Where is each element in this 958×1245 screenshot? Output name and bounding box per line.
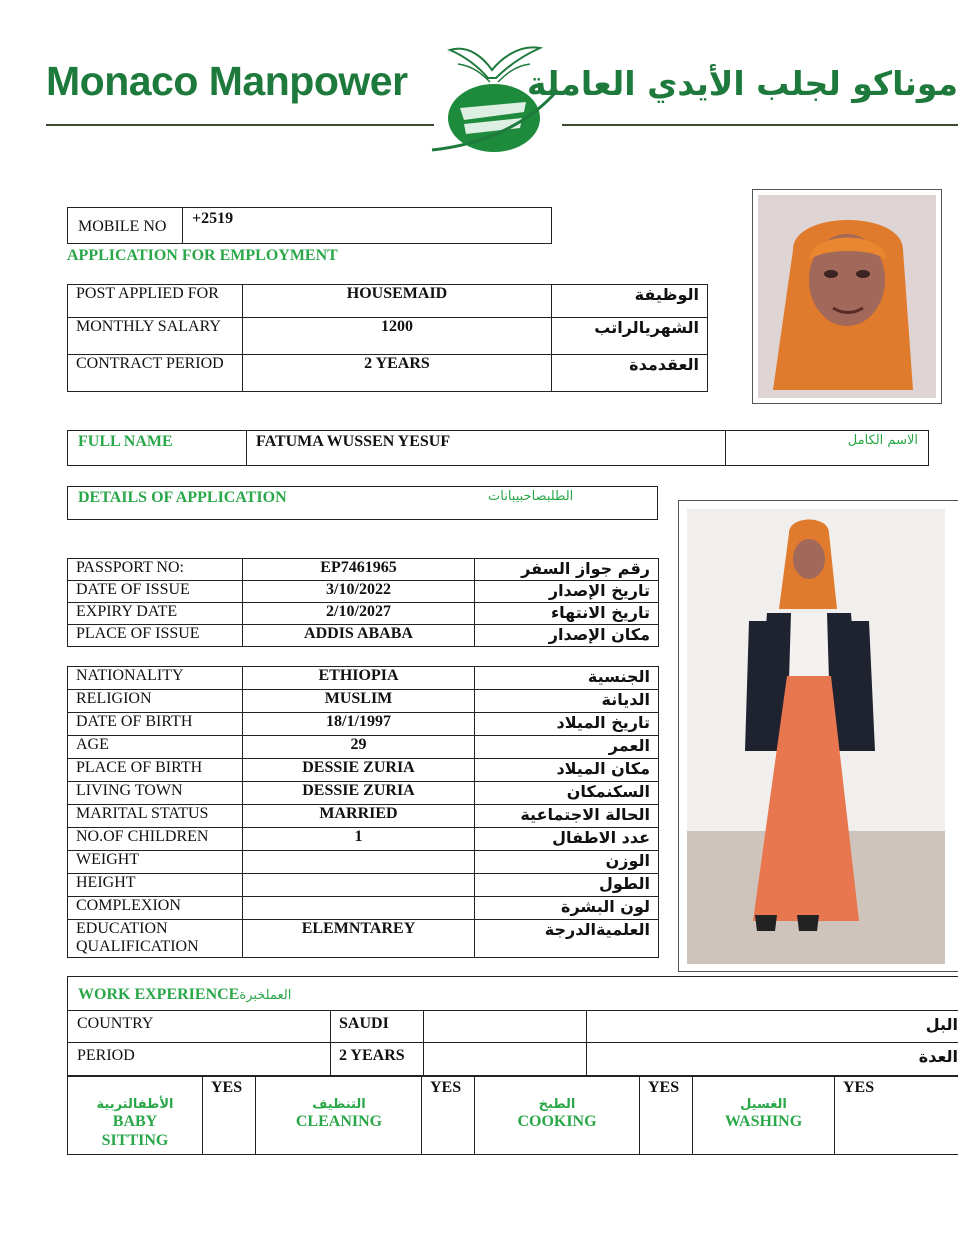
- personal-label: NATIONALITY: [68, 667, 243, 690]
- job-label: POST APPLIED FOR: [68, 285, 243, 318]
- passport-row: [68, 559, 659, 581]
- job-value: HOUSEMAID: [243, 285, 552, 318]
- passport-table: [67, 558, 659, 647]
- passport-table-body: [68, 559, 659, 647]
- company-logo: [430, 42, 560, 154]
- personal-arabic: الحالة الاجتماعية: [475, 805, 659, 828]
- mobile-row: [67, 207, 552, 244]
- personal-value: ELEMNTAREY: [243, 920, 475, 958]
- personal-arabic: العمر: [475, 736, 659, 759]
- work-experience-header: [67, 976, 958, 1011]
- details-label: DETAILS OF APPLICATION: [78, 489, 287, 506]
- passport-value: EP7461965: [243, 559, 475, 581]
- personal-label: MARITAL STATUS: [68, 805, 243, 828]
- personal-arabic: الوزن: [475, 851, 659, 874]
- passport-row: [68, 603, 659, 625]
- work-label: PERIOD: [77, 1047, 135, 1064]
- personal-label: AGE: [68, 736, 243, 759]
- work-cell-divider: [586, 1011, 587, 1043]
- personal-label: PLACE OF BIRTH: [68, 759, 243, 782]
- personal-row: [68, 782, 659, 805]
- skill-cell: [475, 1077, 640, 1154]
- personal-row: [68, 874, 659, 897]
- personal-arabic: الديانة: [475, 690, 659, 713]
- personal-value: 18/1/1997: [243, 713, 475, 736]
- personal-label: RELIGION: [68, 690, 243, 713]
- skill-arabic: الطبخ: [538, 1097, 576, 1112]
- skill-arabic: الغسيل: [740, 1097, 787, 1112]
- personal-row: [68, 828, 659, 851]
- personal-value: MUSLIM: [243, 690, 475, 713]
- personal-arabic: تاريخ الميلاد: [475, 713, 659, 736]
- details-header: [67, 486, 658, 520]
- work-cell-divider: [330, 1043, 331, 1075]
- skill-arabic: التنظيف: [312, 1097, 366, 1112]
- mobile-value: +2519: [192, 210, 234, 227]
- passport-arabic: تاريخ الانتهاء: [475, 603, 659, 625]
- work-label: COUNTRY: [77, 1015, 154, 1032]
- passport-value: ADDIS ABABA: [243, 625, 475, 647]
- passport-label: DATE OF ISSUE: [68, 581, 243, 603]
- skill-divider: [255, 1077, 256, 1154]
- job-table-body: [68, 285, 708, 392]
- personal-arabic: السكنمكان: [475, 782, 659, 805]
- job-row: [68, 318, 708, 355]
- personal-label: LIVING TOWN: [68, 782, 243, 805]
- personal-row: [68, 805, 659, 828]
- work-arabic: العدة: [918, 1047, 958, 1066]
- personal-value: 1: [243, 828, 475, 851]
- personal-arabic: مكان الميلاد: [475, 759, 659, 782]
- job-arabic: الوظيفة: [552, 285, 708, 318]
- personal-row: [68, 736, 659, 759]
- work-title: [78, 986, 291, 1004]
- passport-row: [68, 625, 659, 647]
- skill-label: BABY SITTING: [101, 1113, 169, 1149]
- header-divider-right: [562, 124, 958, 126]
- job-table: [67, 284, 708, 392]
- full-name-divider-2: [725, 431, 726, 465]
- personal-arabic: لون البشرة: [475, 897, 659, 920]
- full-body-photo: [678, 500, 958, 972]
- passport-arabic: تاريخ الإصدار: [475, 581, 659, 603]
- passport-arabic: رقم جواز السفر: [475, 559, 659, 581]
- personal-row: [68, 713, 659, 736]
- personal-value: DESSIE ZURIA: [243, 759, 475, 782]
- work-arabic: البل: [925, 1015, 958, 1034]
- work-cell-divider: [330, 1011, 331, 1043]
- personal-value: ETHIOPIA: [243, 667, 475, 690]
- work-title-en: WORK EXPERIENCE: [78, 986, 240, 1003]
- passport-label: EXPIRY DATE: [68, 603, 243, 625]
- personal-row: [68, 897, 659, 920]
- job-row: [68, 355, 708, 392]
- brand-name: Monaco Manpower: [46, 58, 408, 104]
- skill-cell: [257, 1077, 422, 1154]
- personal-value: DESSIE ZURIA: [243, 782, 475, 805]
- passport-arabic: مكان الإصدار: [475, 625, 659, 647]
- personal-label: COMPLEXION: [68, 897, 243, 920]
- full-name-divider-1: [246, 431, 247, 465]
- personal-table-body: [68, 667, 659, 958]
- skill-label: WASHING: [724, 1113, 803, 1130]
- skill-label: CLEANING: [295, 1113, 383, 1130]
- job-label: MONTHLY SALARY: [68, 318, 243, 355]
- work-value: SAUDI: [339, 1015, 389, 1032]
- skill-cell: [693, 1077, 835, 1154]
- job-value: 1200: [243, 318, 552, 355]
- personal-arabic: الطول: [475, 874, 659, 897]
- personal-arabic: العلميةالدرجة: [475, 920, 659, 958]
- personal-row: [68, 690, 659, 713]
- full-name-row: [67, 430, 929, 466]
- job-arabic: العقدمدة: [552, 355, 708, 392]
- work-row: [67, 1043, 958, 1076]
- passport-label: PASSPORT NO:: [68, 559, 243, 581]
- passport-row: [68, 581, 659, 603]
- skill-value: YES: [211, 1079, 243, 1096]
- skill-value: YES: [648, 1079, 680, 1096]
- full-name-label: FULL NAME: [78, 433, 173, 450]
- skill-label: COOKING: [517, 1113, 597, 1130]
- job-value: 2 YEARS: [243, 355, 552, 392]
- brand-name-arabic: موناكو لجلب الأيدي العاملة: [526, 64, 958, 103]
- personal-label: HEIGHT: [68, 874, 243, 897]
- mobile-label: MOBILE NO: [78, 218, 167, 235]
- personal-label: EDUCATION QUALIFICATION: [68, 920, 243, 958]
- application-title: APPLICATION FOR EMPLOYMENT: [67, 247, 338, 264]
- personal-label: WEIGHT: [68, 851, 243, 874]
- work-cell-divider: [423, 1011, 424, 1043]
- work-value: 2 YEARS: [339, 1047, 405, 1064]
- job-arabic: الشهريالراتب: [552, 318, 708, 355]
- work-row: [67, 1010, 958, 1043]
- work-title-ar: العملخبرة: [239, 988, 292, 1003]
- personal-row: [68, 759, 659, 782]
- personal-value: [243, 897, 475, 920]
- skill-arabic: الأطفالتربية: [96, 1097, 174, 1112]
- skill-cell: [68, 1077, 203, 1154]
- details-arabic: الطلبصاحبيبانات: [488, 489, 574, 504]
- personal-value: [243, 851, 475, 874]
- mobile-divider: [182, 208, 183, 243]
- personal-arabic: عدد الاطفال: [475, 828, 659, 851]
- personal-row: [68, 920, 659, 958]
- passport-value: 3/10/2022: [243, 581, 475, 603]
- job-label: CONTRACT PERIOD: [68, 355, 243, 392]
- personal-arabic: الجنسية: [475, 667, 659, 690]
- personal-value: 29: [243, 736, 475, 759]
- personal-table: [67, 666, 659, 958]
- work-cell-divider: [423, 1043, 424, 1075]
- portrait-image: [753, 190, 941, 403]
- skill-value: YES: [843, 1079, 875, 1096]
- full-name-value: FATUMA WUSSEN YESUF: [256, 433, 451, 450]
- personal-value: [243, 874, 475, 897]
- skill-value: YES: [430, 1079, 462, 1096]
- personal-label: NO.OF CHILDREN: [68, 828, 243, 851]
- portrait-photo: [752, 189, 942, 404]
- work-cell-divider: [586, 1043, 587, 1075]
- full-body-image: [679, 501, 958, 971]
- passport-value: 2/10/2027: [243, 603, 475, 625]
- skills-row: [67, 1076, 958, 1155]
- personal-row: [68, 667, 659, 690]
- personal-row: [68, 851, 659, 874]
- full-name-arabic: الاسم الكامل: [847, 433, 918, 448]
- job-row: [68, 285, 708, 318]
- personal-label: DATE OF BIRTH: [68, 713, 243, 736]
- personal-value: MARRIED: [243, 805, 475, 828]
- passport-label: PLACE OF ISSUE: [68, 625, 243, 647]
- header-divider-left: [46, 124, 434, 126]
